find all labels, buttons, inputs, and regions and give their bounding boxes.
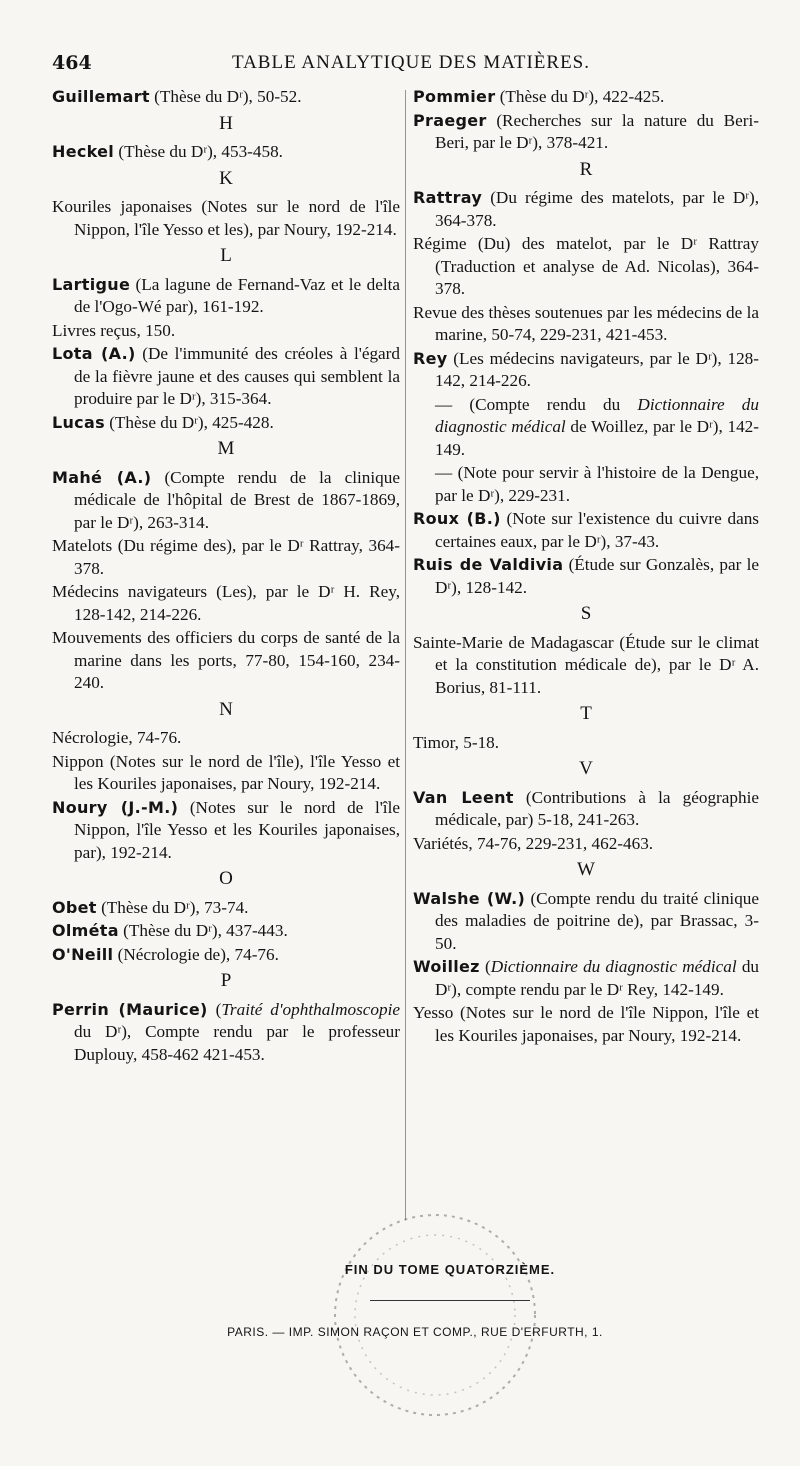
section-letter: M [217,438,235,459]
entry-text-continued: du Dʳ), Compte rendu par le professeur Duplouy, 458-462 421-453. [74,1022,400,1064]
printer-imprint: PARIS. — IMP. SIMON RAÇON ET COMP., RUE D'ERFURTH, 1. [227,1325,603,1339]
entry-text: (Compte rendu de la clinique médicale de l'hôpital de Brest de 1867-1869, par le Dʳ), 263-314. [74,467,400,532]
index-entry [52,196,400,241]
entry-text: — (Compte rendu du [435,394,638,414]
entry-heading: Noury (J.-M.) [52,797,179,817]
entry-text: (Notes sur le nord de l'île Nippon, l'île Yesso et les Kouriles japonaises, par), 192-214. [74,797,400,862]
entry-text: (Thèse du Dʳ), 425-428. [104,412,274,432]
index-entry [413,632,759,700]
entry-heading: Ruis de Valdivia [413,555,564,574]
section-letter: K [219,167,233,189]
section-letter: L [220,245,232,266]
entry-text: (De l'immunité des créoles à l'égard de la fièvre jaune et des causes qui semblent la produire par le Dʳ), 315-364. [74,344,401,408]
entry-heading: Mahé (A.) [52,467,152,487]
entry-text: Régime (Du) des matelot, par le Dʳ Rattray (Traduction et analyse de Ad. Nicolas), 364-378. [413,234,759,298]
entry-text: (Les médecins navigateurs, par le Dʳ), 128-142, 214-226. [435,348,759,390]
entry-text: Kouriles japonaises (Notes sur le nord de l'île Nippon, l'île Yesso et les), par Noury, 192-214. [52,197,400,239]
page-header [52,52,762,80]
entry-text: (Étude sur Gonzalès, par le Dʳ), 128-142. [435,555,759,597]
index-entry [413,787,759,832]
entry-text: (La lagune de Fernand-Vaz et le delta de l'Ogo-Wé par), 161-192. [74,274,400,316]
right-column [413,86,759,1048]
index-entry [52,343,400,411]
entry-text: (Note sur l'existence du cuivre dans certaines eaux, par le Dʳ), 37-43. [435,509,759,551]
entry-text: — (Note pour servir à l'histoire de la Dengue, par le Dʳ), 229-231. [435,463,759,505]
index-entry [52,535,400,580]
page-number: 464 [52,52,92,74]
index-entry [413,348,759,393]
entry-italic-title: Dictionnaire du diagnostic médical [435,394,759,436]
entry-heading: O'Neill [52,944,114,964]
section-letter: O [219,868,233,889]
entry-text: Sainte-Marie de Madagascar (Étude sur le climat et la constitution médicale de), par le Dʳ A. Borius, 81-111. [413,632,759,697]
index-entry [52,320,400,343]
index-entry [413,394,759,462]
section-letter: H [219,112,233,134]
entry-text: Nippon (Notes sur le nord de l'île), l'île Yesso et les Kouriles japonaises, par Noury, 192-214. [52,751,400,793]
section-letter: S [580,603,592,624]
section-letter: T [580,703,592,724]
entry-heading: Rattray [413,188,483,207]
index-entry [52,920,400,943]
entry-text: (Nécrologie de), 74-76. [113,944,279,964]
entry-text: Variétés, 74-76, 229-231, 462-463. [413,833,654,853]
entry-text: (Compte rendu du traité clinique des maladies de poitrine de), par Brassac, 3-50. [435,888,760,953]
entry-italic-title: Dictionnaire du diagnostic médical [490,957,737,976]
entry-text: Yesso (Notes sur le nord de l'île Nippon, l'île et les Kouriles japonaises, par Noury, 192-214. [413,1003,759,1045]
index-entry [52,412,400,435]
entry-text: (Thèse du Dʳ), 437-443. [118,921,288,940]
section-letter: N [219,698,233,720]
index-entry [413,1002,759,1047]
index-entry [52,627,400,695]
entry-text: Mouvements des officiers du corps de santé de la marine dans les ports, 77-80, 154-160, 234-240. [52,628,400,692]
entry-heading: Roux (B.) [413,509,501,528]
entry-text: Médecins navigateurs (Les), par le Dʳ H. Rey, 128-142, 214-226. [52,582,400,624]
entry-italic-title: Traité d'ophthalmoscopie [221,999,400,1019]
entry-text: (Recherches sur la nature du Beri-Beri, par le Dʳ), 378-421. [435,110,759,152]
entry-heading: Guillemart [52,87,150,106]
index-entry [52,141,400,164]
index-entry [413,833,759,856]
footer-divider [370,1300,530,1301]
index-entry [413,732,759,755]
entry-text: (Du régime des matelots, par le Dʳ), 364-378. [435,188,759,230]
left-column [52,86,400,1067]
entry-text: ( [207,999,222,1019]
entry-text: Timor, 5-18. [413,732,500,752]
entry-heading: Praeger [413,110,487,130]
entry-text: (Contributions à la géographie médicale, par) 5-18, 241-263. [435,787,760,829]
entry-heading: Lartigue [52,274,131,294]
section-letter: P [220,970,232,991]
entry-text: (Thèse du Dʳ), 422-425. [495,87,665,106]
index-entry [52,467,400,535]
section-letter: W [577,859,595,880]
index-entry [52,797,400,865]
page-title: TABLE ANALYTIQUE DES MATIÈRES. [232,52,591,73]
index-entry [413,508,759,553]
index-entry [413,110,759,155]
index-entry [413,888,759,956]
entry-text: Nécrologie, 74-76. [52,728,182,747]
index-entry [52,274,400,319]
index-entry [413,86,759,109]
entry-text: ( [479,957,491,976]
entry-text-continued: du Dʳ), compte rendu par le Dʳ Rey, 142-149. [435,957,760,999]
entry-heading: Lucas [52,412,105,432]
section-letter: V [579,758,593,779]
column-divider [405,90,406,1220]
index-entry [52,581,400,626]
index-entry [413,302,759,347]
entry-text-continued: de Woillez, par le Dʳ), 142-149. [435,417,759,459]
index-entry [52,86,400,109]
entry-heading: Heckel [52,142,115,161]
entry-heading: Perrin (Maurice) [52,999,208,1019]
library-stamp-icon [320,1200,550,1430]
entry-heading: Woillez [413,957,480,976]
index-entry [52,944,400,967]
entry-heading: Rey [413,348,448,368]
section-letter: R [579,158,593,180]
entry-heading: Lota (A.) [52,344,136,363]
entry-heading: Van Leent [413,787,514,807]
index-entry [413,554,759,599]
index-entry [52,999,400,1067]
index-entry [52,897,400,920]
entry-heading: Olméta [52,921,119,940]
index-entry [413,462,759,507]
entry-text: Revue des thèses soutenues par les médecins de la marine, 50-74, 229-231, 421-453. [413,302,759,344]
index-entry [413,233,759,301]
entry-text: (Thèse du Dʳ), 453-458. [114,142,283,161]
entry-text: (Thèse du Dʳ), 73-74. [96,897,249,917]
entry-heading: Pommier [413,87,496,106]
entry-text: (Thèse du Dʳ), 50-52. [149,87,302,106]
entry-text: Matelots (Du régime des), par le Dʳ Rattray, 364-378. [52,536,400,578]
index-entry [413,187,759,232]
end-of-volume-line: FIN DU TOME QUATORZIÈME. [344,1262,556,1277]
index-entry [413,956,759,1001]
entry-heading: Obet [52,897,97,917]
index-entry [52,727,400,750]
entry-heading: Walshe (W.) [413,888,526,908]
index-entry [52,751,400,796]
entry-text: Livres reçus, 150. [52,320,176,340]
